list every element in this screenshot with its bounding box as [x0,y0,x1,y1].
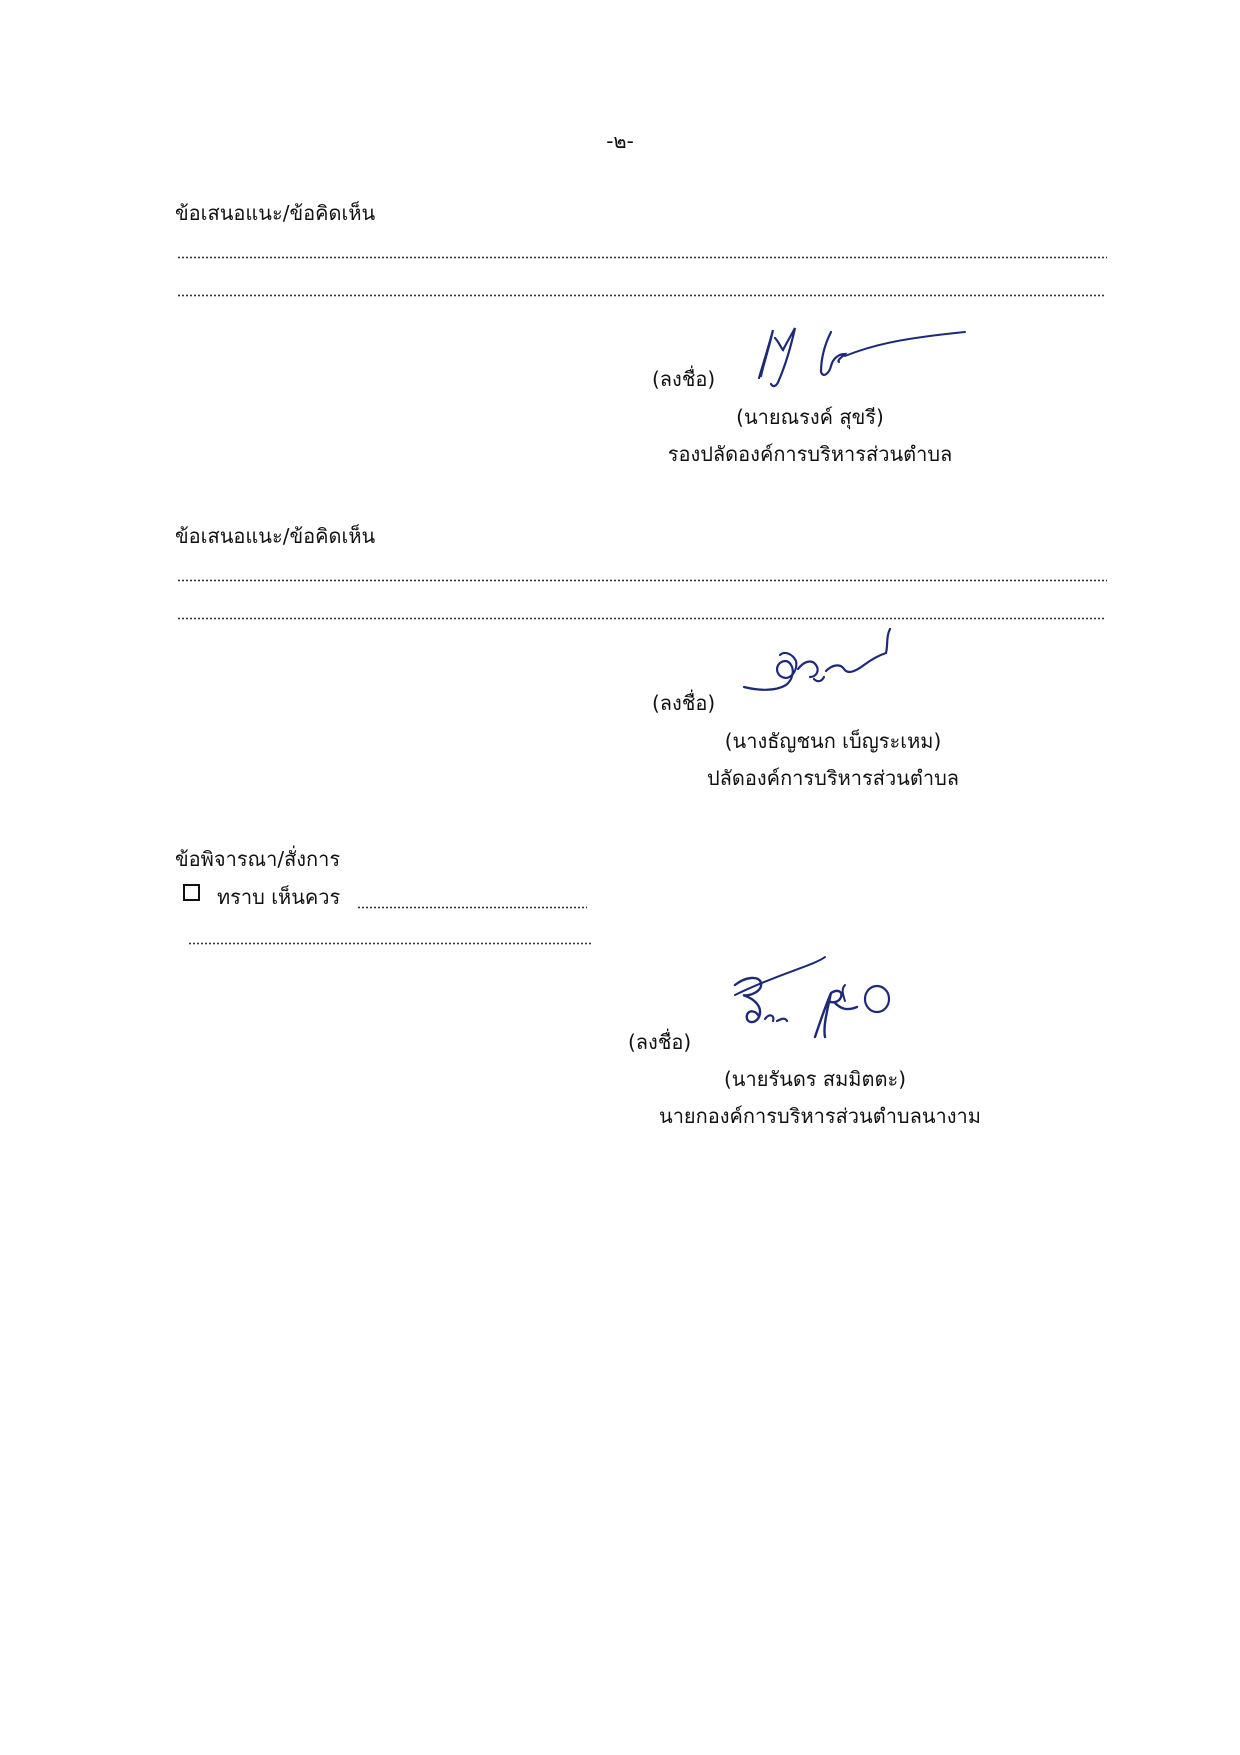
signer-name: (นายรันดร สมมิตตะ) [723,1067,907,1091]
page-number: -๒- [606,129,634,153]
section-heading: ข้อเสนอแนะ/ข้อคิดเห็น [175,201,376,225]
blank-line [177,294,1105,297]
blank-line [177,617,1105,620]
signer-name: (นายณรงค์ สุขรี) [736,405,884,429]
signer-name: (นางธัญชนก เบ็ญระเหม) [724,729,942,753]
sign-label: (ลงชื่อ) [652,367,716,391]
signature-image [740,625,900,705]
signer-title: ปลัดองค์การบริหารส่วนตำบล [706,766,960,790]
signature-image [725,955,905,1055]
sign-label: (ลงชื่อ) [652,691,716,715]
sign-label: (ลงชื่อ) [628,1030,692,1054]
blank-line [177,256,1107,259]
acknowledge-checkbox[interactable] [183,884,200,901]
signer-title: นายกองค์การบริหารส่วนตำบลนางาม [659,1104,981,1128]
checkbox-label: ทราบ เห็นควร [217,885,341,909]
section-heading: ข้อเสนอแนะ/ข้อคิดเห็น [175,524,376,548]
blank-line [177,579,1107,582]
section-heading: ข้อพิจารณา/สั่งการ [175,847,341,871]
blank-line [188,942,593,945]
signature-image [745,318,965,393]
signer-title: รองปลัดองค์การบริหารส่วนตำบล [667,442,953,466]
blank-line [357,906,587,909]
